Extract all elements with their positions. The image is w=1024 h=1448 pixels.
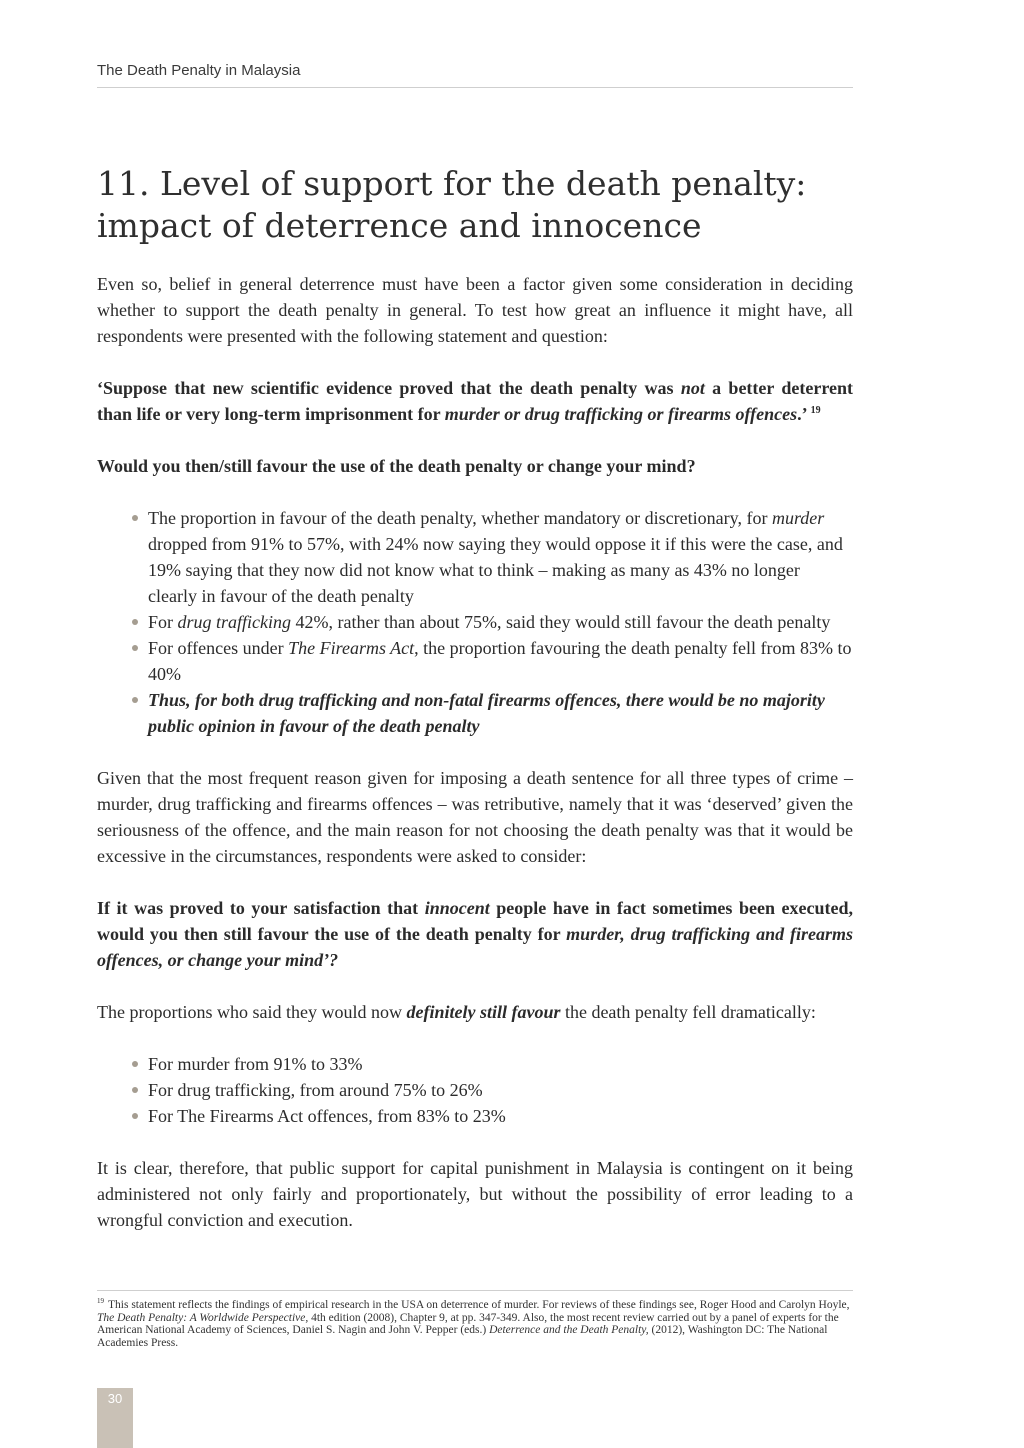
list-item: For The Firearms Act offences, from 83% to 23%: [148, 1103, 853, 1129]
result-part: the death penalty fell dramatically:: [560, 1002, 816, 1022]
page-number-tab: [97, 1388, 133, 1448]
footnote-number: 19: [97, 1297, 104, 1305]
deterrence-results-list: [97, 505, 853, 739]
list-item-text: , the proportion favouring the death penalty fell from 83% to 40%: [148, 638, 852, 684]
list-item-text: The proportion in favour of the death penalty, whether mandatory or discretionary, for: [148, 508, 772, 528]
result-emphasis: definitely still favour: [406, 1002, 561, 1022]
footnote-book-title: The Death Penalty: A Worldwide Perspective,: [97, 1311, 309, 1324]
question-part: If it was proved to your satisfaction that: [97, 898, 425, 918]
statement-part: a better deterrent than life or very long-term imprisonment for: [97, 378, 853, 424]
statement-emphasis: not: [680, 378, 705, 398]
result-part: The proportions who said they would now: [97, 1002, 407, 1022]
list-item: [148, 635, 853, 687]
list-item: For drug trafficking, from around 75% to 26%: [148, 1077, 853, 1103]
list-item-text: 42%, rather than about 75%, said they would still favour the death penalty: [291, 612, 831, 632]
footnote-text: (2012), Washington DC: The National Academies Press.: [97, 1324, 828, 1349]
question-part: people have in fact sometimes been executed, would you then still favour the use of the death penalty for: [97, 898, 853, 944]
body-text: [97, 271, 853, 1259]
list-item: For murder from 91% to 33%: [148, 1051, 853, 1077]
question-emphasis: innocent: [424, 898, 490, 918]
page-number: 30: [107, 1391, 123, 1406]
list-item-emphasis: The Firearms Act: [288, 638, 415, 658]
running-header: The Death Penalty in Malaysia: [97, 62, 301, 79]
list-item-emphasis: drug trafficking: [177, 612, 292, 632]
list-item: [148, 609, 853, 635]
question-emphasis: murder, drug trafficking and firearms offences, or change your mind’?: [97, 924, 853, 970]
section-title-line1: 11. Level of support for the death penalty:: [97, 164, 807, 203]
section-title: [97, 163, 877, 247]
footnote: [97, 1299, 853, 1349]
footnote-book-title: Deterrence and the Death Penalty,: [489, 1324, 649, 1336]
statement-part: .’: [797, 404, 808, 424]
list-item-text: For offences under: [148, 638, 289, 658]
header-divider: [97, 87, 853, 88]
statement-part: ‘Suppose that new scientific evidence proved that the death penalty was: [97, 378, 681, 398]
question-deterrence: Would you then/still favour the use of the death penalty or change your mind?: [97, 456, 696, 476]
intro-paragraph: Even so, belief in general deterrence must have been a factor given some consideration in deciding whether to support the death penalty in general. To test how great an influence it might have, all respondents were presented with the following statement and question:: [97, 274, 853, 346]
footnote-text: This statement reflects the findings of empirical research in the USA on deterrence of murder. For reviews of these findings see, Roger Hood and Carolyn Hoyle,: [108, 1299, 850, 1311]
list-item: [148, 505, 853, 609]
innocence-results-list: [97, 1051, 853, 1129]
result-paragraph: [97, 999, 853, 1025]
footnote-divider: [97, 1290, 853, 1291]
question-innocence: [97, 895, 853, 973]
list-item: Thus, for both drug trafficking and non-fatal firearms offences, there would be no majority public opinion in favour of the death penalty: [148, 687, 853, 739]
deterrence-statement: [97, 375, 853, 427]
context-paragraph: Given that the most frequent reason given for imposing a death sentence for all three types of crime – murder, drug trafficking and firearms offences – was retributive, namely that it was ‘deserved’ given the seriousness of the offence, and the main reason for not choosing the death penalty was that it would be excessive in the circumstances, respondents were asked to consider:: [97, 768, 853, 866]
conclusion-paragraph: It is clear, therefore, that public support for capital punishment in Malaysia is contingent on it being administered not only fairly and proportionately, but without the possibility of error leading to a wrongful conviction and execution.: [97, 1158, 853, 1230]
statement-emphasis: murder or drug trafficking or firearms offences: [444, 404, 798, 424]
section-title-line2: impact of deterrence and innocence: [97, 206, 702, 245]
footnote-reference: 19: [810, 405, 821, 416]
list-item-text: dropped from 91% to 57%, with 24% now saying they would oppose it if this were the case, and 19% saying that they now did not know what to think – making as many as 43% no longer clearly in favour of the death penalty: [148, 534, 843, 606]
list-item-emphasis: murder: [771, 508, 825, 528]
list-item-text: For: [148, 612, 178, 632]
footnote-text: 4th edition (2008), Chapter 9, at pp. 347-349. Also, the most recent review carried out by a panel of experts for the American National Academy of Sciences, Daniel S. Nagin and John V. Pepper (eds.): [97, 1311, 839, 1336]
